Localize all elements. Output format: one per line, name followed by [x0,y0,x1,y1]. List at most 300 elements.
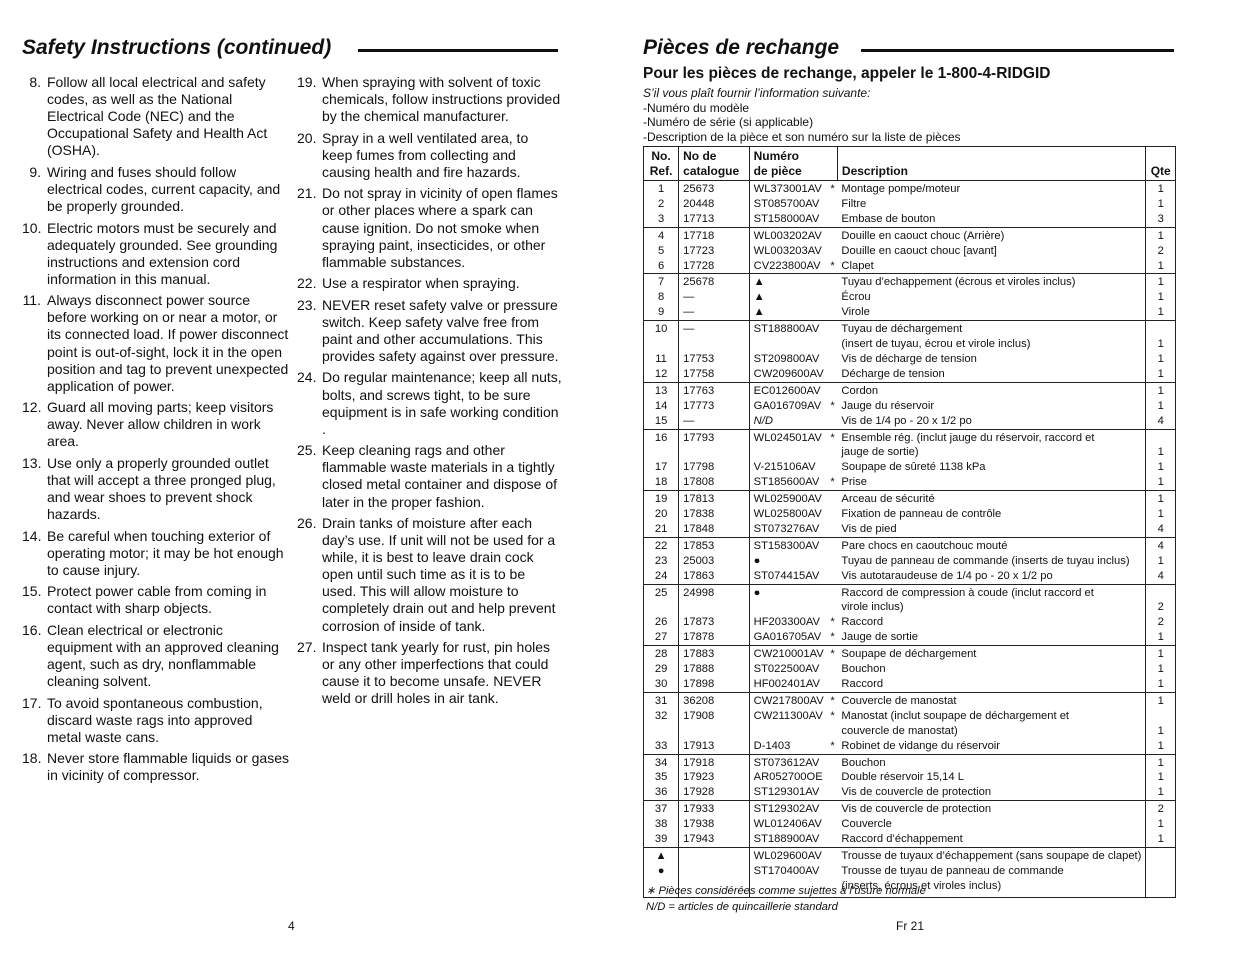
quantity: 3 [1146,212,1176,227]
table-row [644,197,1176,212]
part-number: ST158300AV [749,537,828,553]
part-ref: 10 [644,321,679,352]
part-description: Raccord de compression à coude (inclut raccord et virole inclus) [837,584,1145,615]
catalogue-number: 36208 [679,692,750,708]
wear-marker [828,290,838,305]
wear-marker [828,414,838,429]
footnotes [646,884,926,915]
part-description: Manostat (inclut soupape de déchargement et couvercle de manostat) [837,709,1145,739]
catalogue-number: 20448 [679,197,750,212]
table-row [644,290,1176,305]
part-ref: 11 [644,352,679,367]
part-ref: 6 [644,259,679,274]
quantity: 1 [1146,554,1176,569]
header-ref: No. Ref. [644,147,679,181]
part-number: ▲ [749,274,828,290]
part-description: Montage pompe/moteur [837,181,1145,197]
part-description: Raccord [837,615,1145,630]
table-row [644,615,1176,630]
table-row [644,569,1176,584]
quantity: 4 [1146,569,1176,584]
quantity: 1 [1146,507,1176,522]
quantity: 1 [1146,321,1176,352]
part-ref: 38 [644,817,679,832]
part-description: Raccord d’échappement [837,832,1145,847]
quantity: 1 [1146,739,1176,754]
page-number-left: 4 [288,919,295,933]
wear-marker [828,754,838,770]
part-ref: 27 [644,630,679,645]
catalogue-number: 17898 [679,677,750,692]
part-number: GA016709AV [749,399,828,414]
table-header-row [644,147,1176,181]
part-description: Vis de décharge de tension [837,352,1145,367]
part-number: AR052700OE [749,770,828,785]
part-number: ● [749,584,828,615]
item-text: Wiring and fuses should follow electrical codes, current capacity, and be properly grounded. [47,163,281,215]
part-description: Douille en caouct chouc [avant] [837,244,1145,259]
wear-marker [828,491,838,507]
table-row [644,554,1176,569]
catalogue-number: 17793 [679,429,750,460]
part-description: Double réservoir 15,14 L [837,770,1145,785]
part-ref: 9 [644,305,679,320]
catalogue-number: — [679,321,750,352]
item-text: Use only a properly grounded outlet that will accept a three pronged plug, and wear shoes to prevent shock hazards. [47,454,276,523]
wear-marker: * [828,646,838,662]
footnote-wear: ∗ Pièces considérées comme sujettes à l’usure normale [646,885,926,897]
table-row [644,491,1176,507]
quantity: 1 [1146,709,1176,739]
table-row [644,460,1176,475]
item-text: Be careful when touching exterior of operating motor; it may be hot enough to cause injury. [47,527,284,578]
list-item [297,297,562,365]
part-number: ST188800AV [749,321,828,352]
item-text: Always disconnect power source before working on or near a motor, or its connected load. If power disconnect point is out-of-sight, lock it in the open position and tag to prevent unexpected application of power. [47,292,289,394]
part-number: ST129302AV [749,801,828,817]
item-text: Drain tanks of moisture after each day’s use. If unit will not be used for a while, it is best to leave drain cock open until such time as it is to be used. This will allow moisture to completely drain out and help prevent corrosion of inside of tank. [322,514,556,634]
catalogue-number: 17938 [679,817,750,832]
catalogue-number: 17888 [679,662,750,677]
catalogue-number: 25673 [679,181,750,197]
part-number: ST022500AV [749,662,828,677]
part-number: ST185600AV [749,475,828,490]
catalogue-number: 17758 [679,367,750,382]
quantity: 4 [1146,414,1176,429]
table-row [644,227,1176,243]
quantity: 1 [1146,491,1176,507]
quantity: 1 [1146,630,1176,645]
catalogue-number: — [679,290,750,305]
catalogue-number: 17808 [679,475,750,490]
part-number: V-215106AV [749,460,828,475]
part-description: Couvercle de manostat [837,692,1145,708]
part-description: Soupape de déchargement [837,646,1145,662]
part-number: ST209800AV [749,352,828,367]
quantity: 1 [1146,197,1176,212]
part-ref: 36 [644,785,679,800]
header-part-number: Numéro de pièce [749,147,837,181]
list-item [22,74,290,159]
item-text: Never store flammable liquids or gases in vicinity of compressor. [47,750,289,784]
quantity: 1 [1146,290,1176,305]
item-text: To avoid spontaneous combustion, discard waste rags into approved metal waste cans. [47,694,263,745]
item-number: 12. [22,399,42,416]
quantity: 1 [1146,352,1176,367]
list-item [22,399,290,450]
wear-marker: * [830,631,835,644]
table-row [644,274,1176,290]
item-number: 23. [297,296,317,313]
catalogue-number: 17853 [679,537,750,553]
wear-marker [828,801,838,817]
quantity: 1 [1146,785,1176,800]
table-row [644,399,1176,414]
catalogue-number: 17863 [679,569,750,584]
info-line: -Description de la pièce et son numéro sur la liste de pièces [643,129,961,144]
part-ref: 21 [644,522,679,537]
catalogue-number: 17798 [679,460,750,475]
info-intro: S’il vous plaît fournir l’information suivante: [643,86,871,100]
quantity: 4 [1146,522,1176,537]
item-number: 25. [297,442,317,459]
item-number: 21. [297,185,317,202]
quantity: 2 [1146,801,1176,817]
table-row [644,785,1176,800]
table-row [644,754,1176,770]
quantity: 1 [1146,429,1176,460]
quantity: 4 [1146,537,1176,553]
catalogue-number: 17883 [679,646,750,662]
part-number: WL003203AV [749,244,828,259]
item-number: 20. [297,129,317,146]
wear-marker [828,197,838,212]
part-number: WL003202AV [749,227,828,243]
item-number: 8. [29,74,41,90]
item-number: 10. [22,219,42,236]
table-row [644,692,1176,708]
wear-marker [828,367,838,382]
part-description: Trousse de tuyaux d’échappement (sans soupape de clapet) Trousse de tuyau de panneau de commande (inserts, écrous et viroles inclus) [837,847,1145,897]
list-item [22,164,290,215]
part-description: Jauge de sortie [837,630,1145,645]
wear-marker: * [828,692,838,708]
part-ref: 5 [644,244,679,259]
wear-marker [828,274,838,290]
quantity: 2 [1146,244,1176,259]
table-row [644,832,1176,847]
quantity: 2 [1146,615,1176,630]
table-row [644,475,1176,490]
list-item [22,583,290,617]
table-row [644,507,1176,522]
part-number: ST074415AV [749,569,828,584]
wear-marker: * [830,259,835,272]
wear-marker: * [830,709,835,722]
part-number: WL029600AV ST170400AV [749,847,828,897]
list-item [297,185,562,270]
part-description: Jauge du réservoir [837,399,1145,414]
quantity: 1 [1146,227,1176,243]
part-description: Soupape de sûreté 1138 kPa [837,460,1145,475]
part-number: WL025800AV [749,507,828,522]
quantity: 1 [1146,662,1176,677]
list-item [22,750,290,784]
part-description: Robinet de vidange du réservoir [837,739,1145,754]
part-ref: 37 [644,801,679,817]
catalogue-number: 17723 [679,244,750,259]
wear-marker [828,227,838,243]
part-description: Tuyau d’echappement (écrous et viroles inclus) [837,274,1145,290]
part-ref: 30 [644,677,679,692]
part-description: Filtre [837,197,1145,212]
parts-phone-subtitle: Pour les pièces de rechange, appeler le 1-800-4-RIDGID [643,65,1051,82]
table-row [644,181,1176,197]
catalogue-number: 17728 [679,259,750,274]
quantity: 1 [1146,677,1176,692]
part-ref: 3 [644,212,679,227]
part-number: ST073612AV [749,754,828,770]
part-description: Pare chocs en caoutchouc mouté [837,537,1145,553]
table-row [644,677,1176,692]
wear-marker [828,584,838,615]
wear-marker: * [830,739,835,752]
part-number: CW211300AV [749,709,828,739]
part-number: HF203300AV [749,615,828,630]
part-ref: 22 [644,537,679,553]
item-number: 9. [29,163,41,180]
table-row [644,212,1176,227]
catalogue-number: 17933 [679,801,750,817]
table-row [644,817,1176,832]
table-row [644,382,1176,398]
catalogue-number: 17718 [679,227,750,243]
info-line: -Numéro du modèle [643,100,750,115]
part-description: Fixation de panneau de contrôle [837,507,1145,522]
table-row [644,709,1176,739]
catalogue-number: 17943 [679,832,750,847]
part-number: ▲ [749,305,828,320]
item-number: 18. [22,750,42,767]
item-number: 13. [22,454,42,471]
part-ref: 1 [644,181,679,197]
part-ref: 29 [644,662,679,677]
table-row [644,305,1176,320]
part-ref: 23 [644,554,679,569]
part-description: Douille en caouct chouc (Arrière) [837,227,1145,243]
part-number: ST158000AV [749,212,828,227]
item-number: 16. [22,621,42,638]
part-ref: 34 [644,754,679,770]
part-description: Vis de couvercle de protection [837,801,1145,817]
item-text: Guard all moving parts; keep visitors away. Never allow children in work area. [47,399,274,450]
part-description: Prise [837,475,1145,490]
part-description: Arceau de sécurité [837,491,1145,507]
header-catalogue: No de catalogue [679,147,750,181]
item-number: 26. [297,514,317,531]
catalogue-number: 17773 [679,399,750,414]
item-number: 11. [22,292,41,309]
part-ref: 14 [644,399,679,414]
part-description: Écrou [837,290,1145,305]
item-number: 27. [297,639,317,656]
item-text: When spraying with solvent of toxic chemicals, follow instructions provided by the chemical manufacturer. [322,74,561,125]
wear-marker [828,677,838,692]
info-block [643,86,961,144]
quantity: 1 [1146,259,1176,274]
item-text: Inspect tank yearly for rust, pin holes or any other imperfections that could cause it to become unsafe. NEVER weld or drill holes in air tank. [322,639,550,707]
table-row [644,522,1176,537]
part-ref: 33 [644,739,679,754]
item-text: Protect power cable from coming in contact with sharp objects. [47,583,267,617]
table-row [644,646,1176,662]
part-number: ▲ [749,290,828,305]
parts-table [643,146,1176,898]
list-item [297,130,562,181]
table-row [644,321,1176,352]
part-number: ● [749,554,828,569]
footnote-nd: N/D = articles de quincaillerie standard [646,900,838,913]
list-item [22,528,290,579]
part-number: D-1403 [749,739,828,754]
table-row [644,367,1176,382]
table-row [644,584,1176,615]
list-item [22,622,290,690]
quantity: 1 [1146,692,1176,708]
wear-marker [828,305,838,320]
item-number: 19. [297,74,317,90]
list-item [297,639,562,707]
part-description: Virole [837,305,1145,320]
catalogue-number: 17713 [679,212,750,227]
quantity: 1 [1146,754,1176,770]
catalogue-number: 25678 [679,274,750,290]
part-description: Ensemble rég. (inclut jauge du réservoir, raccord et jauge de sortie) [837,429,1145,460]
table-row [644,630,1176,645]
part-ref: 20 [644,507,679,522]
quantity: 1 [1146,305,1176,320]
item-text: Spray in a well ventilated area, to keep fumes from collecting and causing health and fire hazards. [322,129,529,180]
wear-marker [828,554,838,569]
list-item [297,369,562,437]
part-number: WL024501AV [749,429,828,460]
part-description: Décharge de tension [837,367,1145,382]
quantity: 1 [1146,274,1176,290]
catalogue-number: 17918 [679,754,750,770]
item-text: Keep cleaning rags and other flammable waste materials in a tightly closed metal container and dispose of later in the proper fashion. [322,442,558,510]
title-rule [861,49,1174,52]
part-description: Vis de pied [837,522,1145,537]
part-number: EC012600AV [749,382,828,398]
part-number: HF002401AV [749,677,828,692]
table-row [644,801,1176,817]
catalogue-number: 17838 [679,507,750,522]
item-number: 17. [22,694,42,711]
parts-title: Pièces de rechange [643,36,840,59]
table-row [644,662,1176,677]
item-number: 22. [297,275,317,292]
catalogue-number: 17928 [679,785,750,800]
quantity: 1 [1146,382,1176,398]
table-row [644,770,1176,785]
catalogue-number: 17813 [679,491,750,507]
part-description: Raccord [837,677,1145,692]
quantity: 1 [1146,646,1176,662]
wear-marker [828,537,838,553]
part-description: Tuyau de déchargement (insert de tuyau, écrou et virole inclus) [837,321,1145,352]
wear-marker [828,785,838,800]
part-description: Vis de couvercle de protection [837,785,1145,800]
list-item [22,455,290,523]
list-item [297,275,562,292]
part-ref: 28 [644,646,679,662]
part-number: ST129301AV [749,785,828,800]
catalogue-number: 17913 [679,739,750,754]
part-description: Bouchon [837,662,1145,677]
item-text: Electric motors must be securely and adequately grounded. See grounding instructions and extension cord information in this manual. [47,219,278,287]
catalogue-number: — [679,305,750,320]
catalogue-number: 17908 [679,709,750,739]
list-item [22,220,290,288]
info-line: -Numéro de série (si applicable) [643,115,814,129]
header-description: Description [837,147,1145,181]
part-number: WL012406AV [749,817,828,832]
part-ref: 35 [644,770,679,785]
table-row [644,739,1176,754]
item-text: NEVER reset safety valve or pressure switch. Keep safety valve free from paint and other accumulations. This provides safety against over pressure. [322,296,559,364]
quantity: 1 [1146,460,1176,475]
catalogue-number: 17878 [679,630,750,645]
part-ref: 32 [644,709,679,739]
safety-list-column-2 [297,74,562,712]
item-text: Use a respirator when spraying. [322,275,520,292]
wear-marker [828,382,838,398]
part-ref: 16 [644,429,679,460]
page-number-right: Fr 21 [896,919,925,933]
wear-marker [828,460,838,475]
wear-marker [828,244,838,259]
list-item [22,695,290,746]
part-ref: 26 [644,615,679,630]
wear-marker: * [828,181,838,197]
table-row [644,244,1176,259]
part-ref: 24 [644,569,679,584]
wear-marker [828,212,838,227]
part-description: Embase de bouton [837,212,1145,227]
catalogue-number: 25003 [679,554,750,569]
item-text: Do regular maintenance; keep all nuts, bolts, and screws tight, to be sure equipment is in safe working condition . [322,369,562,437]
wear-marker: * [830,616,835,629]
catalogue-number: 17848 [679,522,750,537]
part-number: WL025900AV [749,491,828,507]
part-ref: 39 [644,832,679,847]
list-item [297,442,562,510]
table-row [644,429,1176,460]
part-ref: 15 [644,414,679,429]
item-number: 15. [22,583,42,600]
item-text: Follow all local electrical and safety codes, as well as the National Electrical Code (NEC) and the Occupational Safety and Health Act (OSHA). [47,74,268,159]
table-row [644,259,1176,274]
part-description: Couvercle [837,817,1145,832]
quantity: 1 [1146,181,1176,197]
part-number: ST073276AV [749,522,828,537]
list-item [22,292,290,395]
quantity: 1 [1146,770,1176,785]
catalogue-number: 17923 [679,770,750,785]
catalogue-number: 24998 [679,584,750,615]
part-number: WL373001AV [749,181,828,197]
part-description: Clapet [837,259,1145,274]
